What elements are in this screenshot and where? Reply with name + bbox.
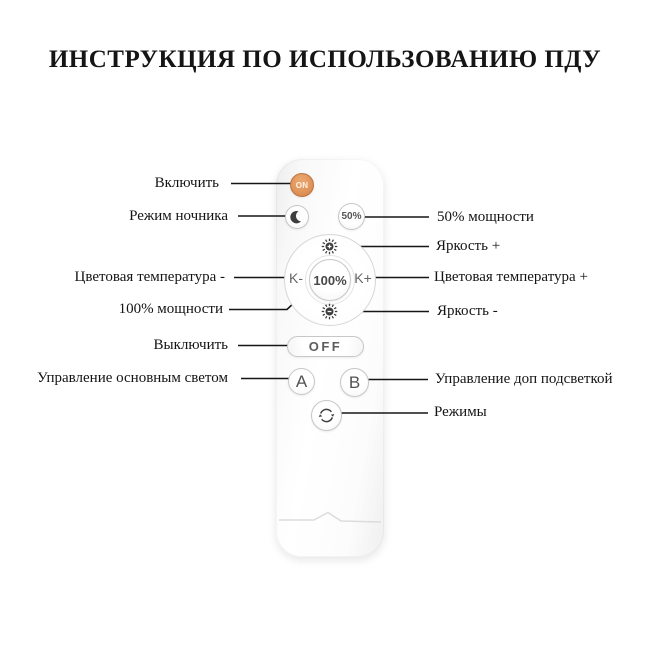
moon-icon xyxy=(287,207,307,227)
label-night-mode: Режим ночника xyxy=(129,208,228,224)
modes-button[interactable] xyxy=(311,400,342,431)
sun-plus-icon xyxy=(321,238,338,255)
night-mode-button[interactable] xyxy=(285,205,309,229)
label-half-power: 50% мощности xyxy=(437,209,534,225)
label-modes: Режимы xyxy=(434,404,487,420)
brightness-plus-zone[interactable] xyxy=(321,238,338,255)
label-power-on: Включить xyxy=(154,175,219,191)
color-temp-plus-zone[interactable]: K+ xyxy=(354,270,372,286)
channel-a-button[interactable]: A xyxy=(288,368,315,395)
label-brightness-minus: Яркость - xyxy=(437,303,498,319)
battery-cover-seam xyxy=(279,513,381,523)
brightness-minus-zone[interactable] xyxy=(321,303,338,320)
label-full-power: 100% мощности xyxy=(118,301,223,317)
cycle-icon xyxy=(316,405,337,426)
full-power-button[interactable]: 100% xyxy=(309,259,351,301)
on-button[interactable]: ON xyxy=(290,173,314,197)
sun-minus-icon xyxy=(321,303,338,320)
label-main-light: Управление основным светом xyxy=(37,370,228,386)
half-power-button[interactable]: 50% xyxy=(338,203,365,230)
color-temp-minus-zone[interactable]: K- xyxy=(289,270,303,286)
label-power-off: Выключить xyxy=(153,337,228,353)
label-color-temp-minus: Цветовая температура - xyxy=(74,269,225,285)
label-color-temp-plus: Цветовая температура + xyxy=(434,269,588,285)
label-aux-light: Управление доп подсветкой xyxy=(435,371,613,387)
channel-b-button[interactable]: B xyxy=(340,368,369,397)
page-title: ИНСТРУКЦИЯ ПО ИСПОЛЬЗОВАНИЮ ПДУ xyxy=(48,46,602,73)
label-brightness-plus: Яркость + xyxy=(436,238,501,254)
off-button[interactable]: OFF xyxy=(287,336,364,357)
